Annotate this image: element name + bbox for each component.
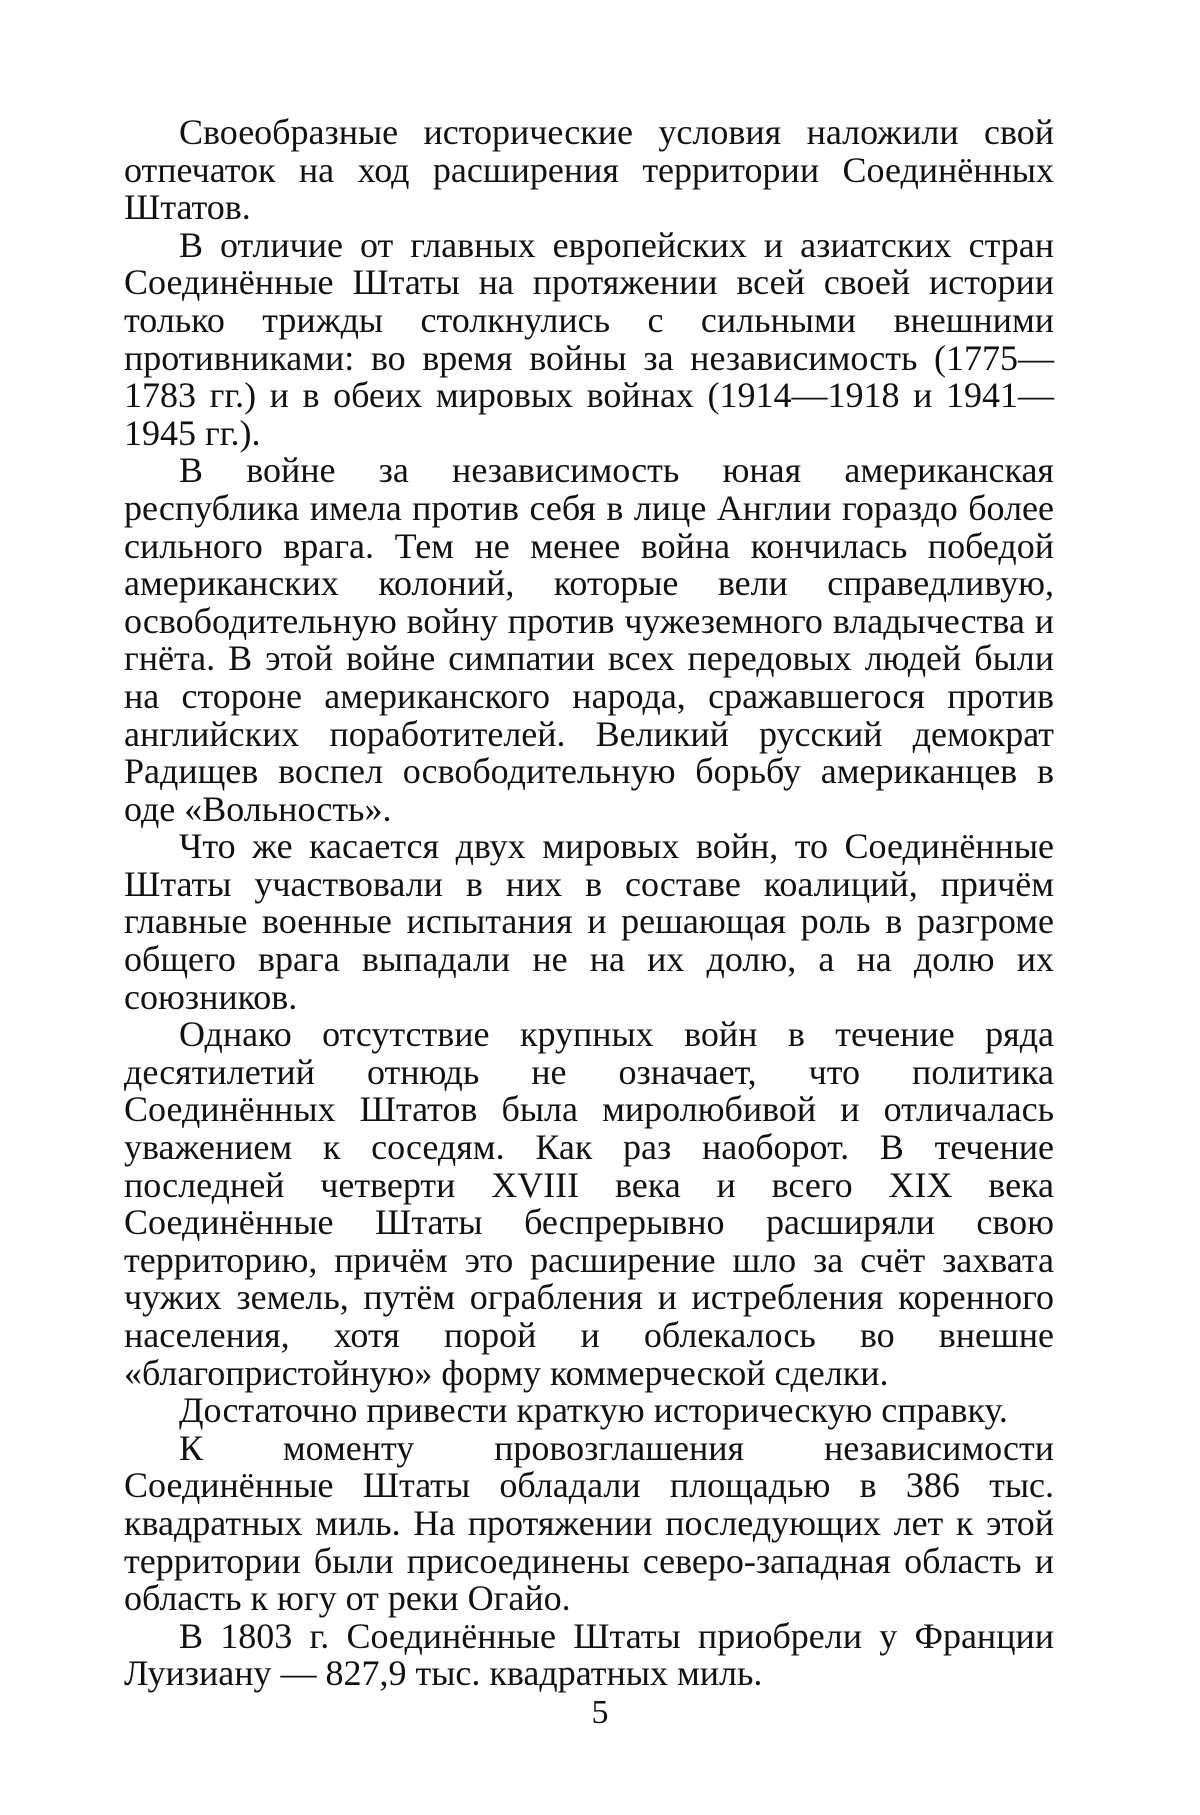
paragraph-8: В 1803 г. Соединённые Штаты приобрели у Франции Луизиану — 827,9 тыс. квадратных миль. [124, 1615, 1054, 1694]
paragraph-4: Что же касается двух мировых войн, то Соединённые Штаты участвовали в них в составе коалиций, причём главные военные испытания и решающая роль в разгроме общего врага выпадали не на их долю, а на долю их союзников. [124, 826, 1054, 1017]
page-body [124, 114, 1054, 1693]
paragraph-1: Своеобразные исторические условия наложили свой отпечаток на ход расширения территории Соединённых Штатов. [124, 112, 1054, 228]
paragraph-2: В отличие от главных европейских и азиатских стран Соединённые Штаты на протяжении всей своей истории только трижды столкнулись с сильными внешними противниками: во время войны за независимость (1775—1783 гг.) и в обеих мировых войнах (1914—1918 и 1941—1945 гг.). [124, 224, 1054, 453]
paragraph-3: В войне за независимость юная американская республика имела против себя в лице Англии гораздо более сильного врага. Тем не менее война кончилась победой американских колоний, которые вели справедливую, освободительную войну против чужеземного владычества и гнёта. В этой войне симпатии всех передовых людей были на стороне американского народа, сражавшегося против английских поработителей. Великий русский демократ Радищев воспел освободительную борьбу американцев в оде «Вольность». [124, 450, 1054, 829]
paragraph-5: Однако отсутствие крупных войн в течение ряда десятилетий отнюдь не означает, что политика Соединённых Штатов была миролюбивой и отличалась уважением к соседям. Как раз наоборот. В течение последней четверти XVIII века и всего XIX века Соединённые Штаты беспрерывно расширяли свою территорию, причём это расширение шло за счёт захвата чужих земель, путём ограбления и истребления коренного населения, хотя порой и облекалось во внешне «благопристойную» форму коммерческой сделки. [124, 1014, 1054, 1393]
paragraph-6: Достаточно привести краткую историческую справку. [179, 1390, 1008, 1431]
paragraph-7: К моменту провозглашения независимости Соединённые Штаты обладали площадью в 386 тыс. квадратных миль. На протяжении последующих лет к этой территории были присоединены северо-западная область и область к югу от реки Огайо. [124, 1427, 1054, 1619]
page-number: 5 [591, 1694, 609, 1731]
